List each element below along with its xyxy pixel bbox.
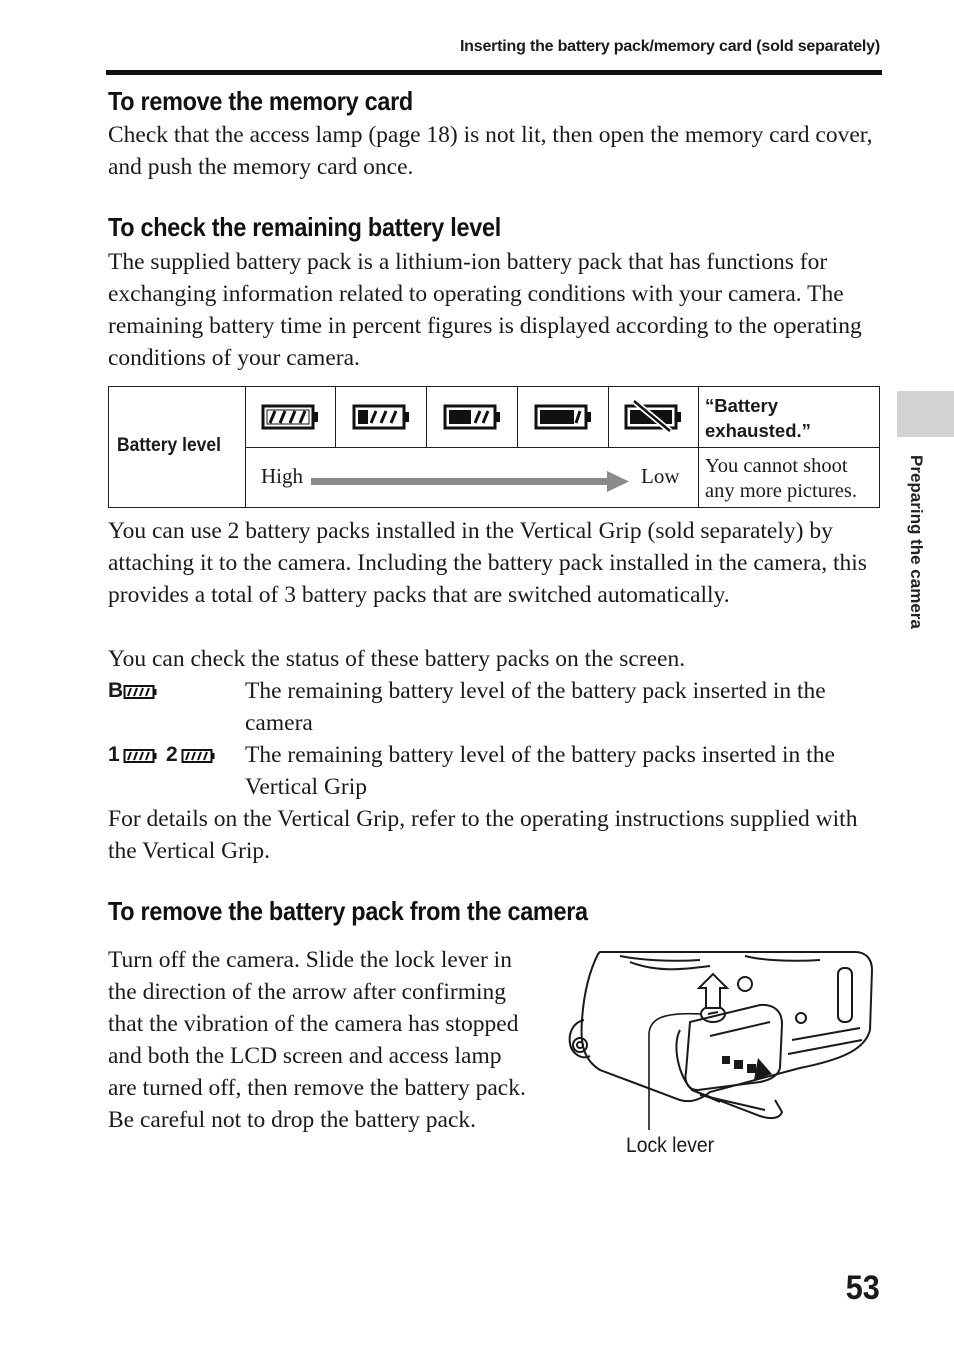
camera-battery-illustration xyxy=(560,950,880,1130)
level-low-label: Low xyxy=(641,464,680,488)
cannot-shoot-text: You cannot shoot any more pictures. xyxy=(705,455,857,502)
heading-check-battery-level: To check the remaining battery level xyxy=(108,212,501,242)
battery-exhausted-label: “Battery exhausted.” xyxy=(705,395,811,441)
battery-b-label: B xyxy=(108,679,124,702)
section-tab-marker xyxy=(897,391,954,437)
battery-level-label: Battery level xyxy=(117,435,221,456)
battery-empty-icon xyxy=(624,399,684,433)
text-remove-memory-card: Check that the access lamp (page 18) is not lit, then open the memory card cover, and push the memory card once. xyxy=(108,122,873,180)
def-camera-battery-text: The remaining battery level of the battery pack inserted in the camera xyxy=(245,678,826,736)
battery-low-icon xyxy=(534,403,594,431)
def-grip-batteries xyxy=(108,739,888,803)
level-high-label: High xyxy=(261,464,303,488)
section-tab-label: Preparing the camera xyxy=(907,455,926,629)
header-rule xyxy=(106,70,882,75)
high-to-low-arrow-icon xyxy=(311,469,633,493)
text-grip-details: For details on the Vertical Grip, refer to the operating instructions supplied with the Vertical Grip. xyxy=(108,806,858,864)
battery-small-icon xyxy=(123,747,159,765)
heading-remove-memory-card: To remove the memory card xyxy=(108,86,413,116)
page-number: 53 xyxy=(845,1269,880,1307)
def-grip-batteries-text: The remaining battery level of the battery packs inserted in the Vertical Grip xyxy=(245,742,835,800)
text-remove-battery-pack: Turn off the camera. Slide the lock lever in the direction of the arrow after confirming that the vibration of the camera has stopped and both the LCD screen and access lamp are turned off, then remove the battery pack. Be careful not to drop the battery pack. xyxy=(108,947,526,1133)
text-vertical-grip: You can use 2 battery packs installed in the Vertical Grip (sold separately) by attaching it to the camera. Including the battery pack installed in the camera, this provides a total of 3 battery packs that are switched automatically. xyxy=(108,518,867,608)
lock-lever-label: Lock lever xyxy=(626,1134,715,1157)
battery-small-icon xyxy=(123,683,159,701)
battery-half-icon xyxy=(443,403,503,431)
battery-three-quarter-icon xyxy=(352,403,412,431)
battery-full-icon xyxy=(261,403,321,431)
text-check-status: You can check the status of these battery packs on the screen. xyxy=(108,646,686,672)
battery-1-label: 1 xyxy=(108,743,120,766)
text-check-battery-level: The supplied battery pack is a lithium-ion battery pack that has functions for exchanging information related to operating conditions with your camera. The remaining battery time in percent figures is displayed according to the operating conditions of your camera. xyxy=(108,249,862,371)
battery-2-label: 2 xyxy=(166,743,178,766)
def-camera-battery xyxy=(108,675,888,739)
battery-level-table xyxy=(108,386,880,508)
heading-remove-battery-pack: To remove the battery pack from the camera xyxy=(108,896,588,926)
running-header: Inserting the battery pack/memory card (sold separately) xyxy=(459,38,880,55)
battery-small-icon xyxy=(181,747,217,765)
